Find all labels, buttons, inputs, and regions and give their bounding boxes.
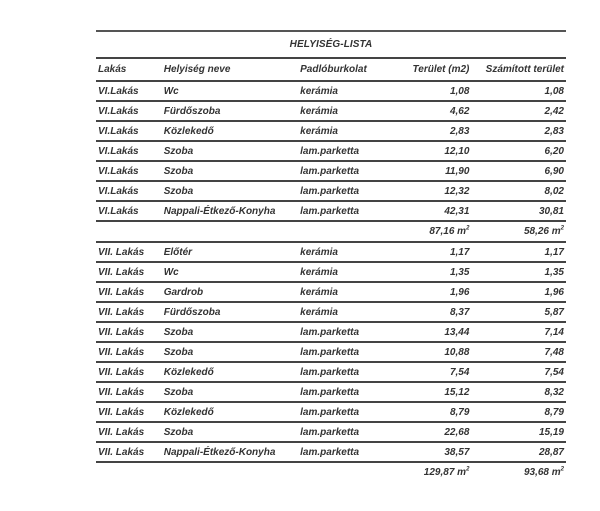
table-row — [96, 423, 566, 441]
cell-calculated-area: 28,87 — [538, 446, 564, 458]
cell-calculated-area: 8,02 — [544, 185, 564, 197]
subtotal-area — [398, 226, 470, 237]
cell-area: 1,96 — [449, 286, 470, 298]
cell-flooring: kerámia — [300, 286, 338, 298]
cell-area: 42,31 — [444, 205, 470, 217]
subtotal-row — [96, 463, 566, 482]
table-row — [96, 202, 566, 220]
cell-calculated-area: 2,42 — [544, 105, 564, 117]
cell-room-name: Szoba — [163, 145, 194, 157]
cell-area: 7,54 — [449, 366, 470, 378]
table-row — [96, 283, 566, 301]
table-row — [96, 323, 566, 341]
subtotal-value: 58,26 m — [523, 226, 561, 237]
cell-lakas: VII. Lakás — [98, 446, 145, 458]
table-row — [96, 122, 566, 140]
cell-room-name: Szoba — [163, 426, 194, 438]
cell-flooring: lam.parketta — [300, 366, 360, 378]
table-row — [96, 363, 566, 381]
cell-room-name: Fürdőszoba — [163, 105, 221, 117]
cell-room-name: Szoba — [163, 165, 194, 177]
cell-flooring: kerámia — [300, 85, 338, 97]
subtotal-value: 93,68 m — [523, 467, 561, 478]
cell-flooring: lam.parketta — [300, 145, 360, 157]
cell-flooring: lam.parketta — [300, 185, 360, 197]
unit-superscript: 2 — [560, 225, 564, 232]
cell-area: 22,68 — [444, 426, 470, 438]
cell-lakas: VII. Lakás — [98, 426, 145, 438]
cell-calculated-area: 7,48 — [544, 346, 564, 358]
cell-room-name: Közlekedő — [163, 406, 214, 418]
subtotal-row — [96, 222, 566, 241]
cell-lakas: VII. Lakás — [98, 386, 145, 398]
cell-area: 15,12 — [444, 386, 470, 398]
cell-lakas: VII. Lakás — [98, 406, 145, 418]
cell-lakas: VII. Lakás — [98, 346, 145, 358]
cell-calculated-area: 1,08 — [544, 85, 564, 97]
header-room-name: Helyiség neve — [163, 64, 231, 75]
cell-room-name: Szoba — [163, 185, 194, 197]
cell-room-name: Szoba — [163, 346, 194, 358]
cell-area: 1,17 — [449, 246, 470, 258]
cell-lakas: VI.Lakás — [98, 205, 139, 217]
subtotal-calculated-area — [469, 467, 566, 478]
table-row — [96, 162, 566, 180]
room-list-table — [96, 30, 566, 482]
cell-flooring: kerámia — [300, 266, 338, 278]
cell-calculated-area: 30,81 — [538, 205, 564, 217]
cell-lakas: VII. Lakás — [98, 366, 145, 378]
unit-superscript: 2 — [466, 225, 470, 232]
cell-area: 10,88 — [444, 346, 470, 358]
cell-calculated-area: 8,32 — [544, 386, 564, 398]
table-row — [96, 243, 566, 261]
cell-room-name: Wc — [163, 266, 179, 278]
cell-flooring: lam.parketta — [300, 406, 360, 418]
cell-room-name: Közlekedő — [163, 366, 214, 378]
cell-lakas: VI.Lakás — [98, 185, 139, 197]
cell-area: 8,37 — [449, 306, 470, 318]
cell-flooring: lam.parketta — [300, 386, 360, 398]
cell-calculated-area: 6,90 — [544, 165, 564, 177]
cell-lakas: VI.Lakás — [98, 105, 139, 117]
subtotal-value: 87,16 m — [429, 226, 467, 237]
cell-flooring: lam.parketta — [300, 165, 360, 177]
table-header-row — [96, 59, 566, 80]
cell-calculated-area: 15,19 — [538, 426, 564, 438]
cell-calculated-area: 5,87 — [544, 306, 564, 318]
cell-area: 13,44 — [444, 326, 470, 338]
unit-superscript: 2 — [560, 466, 564, 473]
table-title: HELYISÉG-LISTA — [289, 39, 373, 50]
cell-flooring: kerámia — [300, 105, 338, 117]
subtotal-value: 129,87 m — [423, 467, 467, 478]
cell-flooring: kerámia — [300, 306, 338, 318]
cell-lakas: VI.Lakás — [98, 145, 139, 157]
table-row — [96, 343, 566, 361]
cell-room-name: Gardrob — [163, 286, 204, 298]
header-calculated-area: Számított terület — [485, 64, 564, 75]
table-row — [96, 303, 566, 321]
cell-calculated-area: 1,96 — [544, 286, 564, 298]
unit-superscript: 2 — [466, 466, 470, 473]
table-row — [96, 443, 566, 461]
cell-calculated-area: 6,20 — [544, 145, 564, 157]
cell-lakas: VI.Lakás — [98, 125, 139, 137]
cell-calculated-area: 2,83 — [544, 125, 564, 137]
table-body — [96, 82, 566, 482]
cell-flooring: lam.parketta — [300, 326, 360, 338]
table-row — [96, 403, 566, 421]
cell-calculated-area: 8,79 — [544, 406, 564, 418]
cell-room-name: Szoba — [163, 386, 194, 398]
cell-flooring: kerámia — [300, 246, 338, 258]
cell-calculated-area: 7,54 — [544, 366, 564, 378]
cell-area: 11,90 — [445, 165, 470, 177]
cell-lakas: VI.Lakás — [98, 165, 139, 177]
table-row — [96, 142, 566, 160]
cell-area: 1,35 — [449, 266, 470, 278]
cell-lakas: VII. Lakás — [98, 266, 145, 278]
cell-area: 8,79 — [449, 406, 470, 418]
cell-area: 38,57 — [444, 446, 470, 458]
cell-room-name: Közlekedő — [163, 125, 214, 137]
cell-room-name: Előtér — [163, 246, 193, 258]
cell-area: 4,62 — [449, 105, 470, 117]
cell-calculated-area: 1,35 — [544, 266, 564, 278]
cell-flooring: lam.parketta — [300, 426, 360, 438]
cell-lakas: VII. Lakás — [98, 246, 145, 258]
cell-flooring: kerámia — [300, 125, 338, 137]
cell-area: 12,10 — [444, 145, 470, 157]
cell-room-name: Nappali-Étkező-Konyha — [163, 446, 276, 458]
cell-calculated-area: 7,14 — [544, 326, 564, 338]
cell-flooring: lam.parketta — [300, 205, 360, 217]
subtotal-calculated-area — [469, 226, 566, 237]
cell-flooring: lam.parketta — [300, 346, 360, 358]
cell-flooring: lam.parketta — [300, 446, 360, 458]
subtotal-area — [398, 467, 470, 478]
cell-lakas: VII. Lakás — [98, 286, 145, 298]
table-row — [96, 182, 566, 200]
cell-room-name: Wc — [163, 85, 179, 97]
cell-lakas: VI.Lakás — [98, 85, 139, 97]
cell-lakas: VII. Lakás — [98, 306, 145, 318]
table-row — [96, 102, 566, 120]
table-row — [96, 82, 566, 100]
cell-room-name: Fürdőszoba — [163, 306, 221, 318]
cell-area: 12,32 — [444, 185, 470, 197]
cell-area: 2,83 — [449, 125, 470, 137]
header-area: Terület (m2) — [412, 64, 470, 75]
cell-area: 1,08 — [449, 85, 470, 97]
cell-room-name: Nappali-Étkező-Konyha — [163, 205, 276, 217]
header-lakas: Lakás — [98, 64, 127, 75]
cell-lakas: VII. Lakás — [98, 326, 145, 338]
cell-room-name: Szoba — [163, 326, 194, 338]
header-flooring: Padlóburkolat — [300, 64, 367, 75]
table-row — [96, 263, 566, 281]
table-row — [96, 383, 566, 401]
cell-calculated-area: 1,17 — [544, 246, 564, 258]
